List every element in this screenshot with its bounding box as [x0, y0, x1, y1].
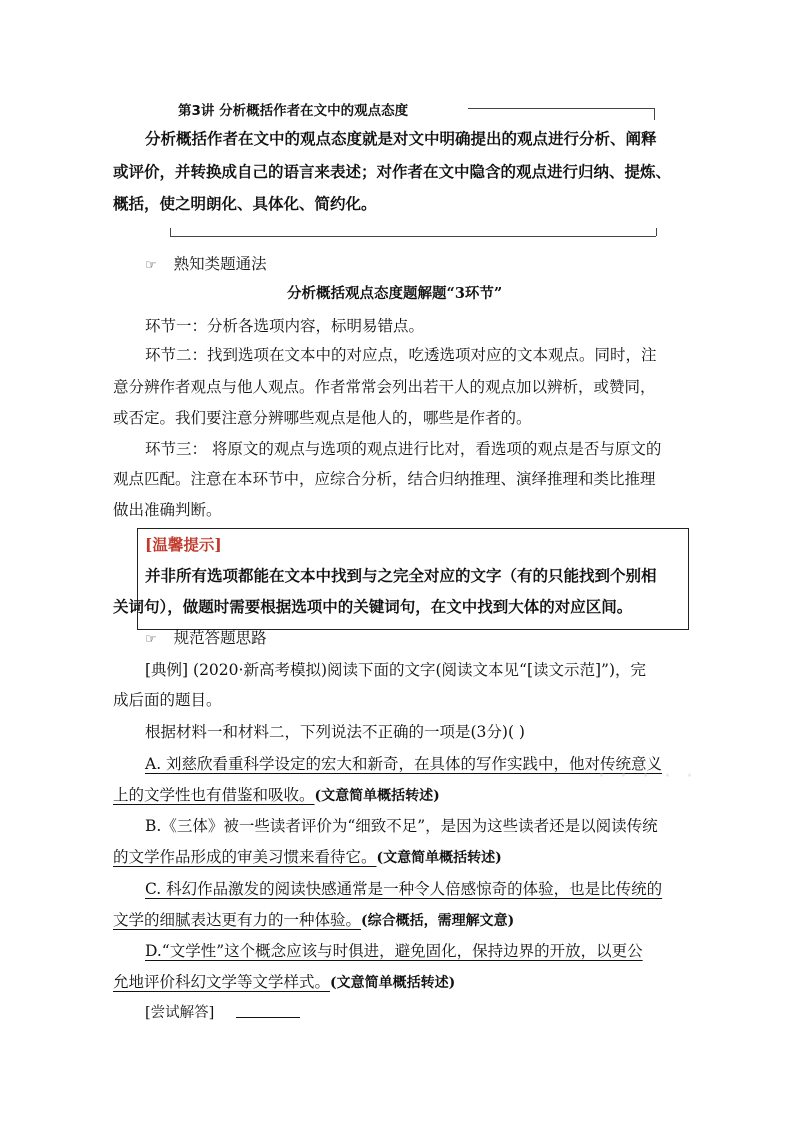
- option-c-note: (综合概括，需理解文意): [361, 913, 515, 929]
- answer-blank[interactable]: [236, 1017, 300, 1018]
- hand-pointer-icon: ☞: [145, 258, 157, 273]
- option-a-text-2: 上的文学性也有借鉴和吸收。: [113, 786, 315, 804]
- option-d-text-1: D.“文学性”这个概念应该与时俱进，避免固化，保持边界的开放，以更公: [145, 942, 643, 960]
- attempt-label: [尝试解答]: [145, 1005, 215, 1021]
- intro-line-1: 分析概括作者在文中的观点态度就是对文中明确提出的观点进行分析、阐释: [145, 129, 657, 148]
- option-c-line-1: [145, 879, 715, 899]
- option-d-note: (文意简单概括转述): [330, 975, 456, 991]
- step-2-line-1: 环节二：找到选项在文本中的对应点，吃透选项对应的文本观点。同时，注: [145, 346, 657, 364]
- option-b-line-2: [113, 847, 683, 868]
- option-a-text-1: A. 刘慈欣看重科学设定的宏大和新奇，在具体的写作实践中，他对传统意义: [145, 755, 663, 773]
- option-b-line-1: [145, 816, 715, 836]
- option-c-text-2: 文学的细腻表达更有力的一种体验。: [113, 911, 362, 929]
- example-line-2: 成后面的题目。: [113, 691, 222, 709]
- header-rule-tick-right: [656, 228, 657, 236]
- watermark: · · · · ·: [598, 764, 697, 789]
- step-3-line-3: 做出准确判断。: [113, 501, 222, 519]
- tip-label: [温馨提示]: [145, 535, 222, 554]
- step-2-line-3: 或否定。我们要注意分辨哪些观点是他人的，哪些是作者的。: [113, 409, 532, 427]
- section-heading-1-label: 熟知类题通法: [173, 255, 267, 273]
- option-a-note: (文意简单概括转述): [314, 788, 440, 804]
- lesson-title: 第3讲 分析概括作者在文中的观点态度: [178, 103, 409, 119]
- hand-pointer-icon: ☞: [145, 632, 157, 647]
- step-3-line-2: 观点匹配。注意在本环节中，应综合分析，结合归纳推理、演绎推理和类比推理: [113, 470, 656, 488]
- option-c-text-1: C. 科幻作品激发的阅读快感通常是一种令人倍感惊奇的体验，也是比传统的: [145, 880, 663, 898]
- option-d-text-2: 允地评价科幻文学等文学样式。: [113, 973, 331, 991]
- step-3-line-1: 环节三： 将原文的观点与选项的观点进行比对，看选项的观点是否与原文的: [145, 440, 662, 458]
- header-rule-tick: [654, 108, 655, 120]
- option-b-note: (文意简单概括转述): [376, 850, 502, 866]
- header-rule-tick-left: [170, 228, 171, 236]
- option-b-text-1: B.《三体》被一些读者评价为“细致不足”，是因为这些读者还是以阅读传统: [145, 817, 658, 835]
- example-line-1: [典例] (2020·新高考模拟)阅读下面的文字(阅读文本见“[读文示范]”)，完: [145, 661, 647, 679]
- section-subtitle: 分析概括观点态度题解题“3环节”: [287, 285, 503, 302]
- section-heading-2-label: 规范答题思路: [173, 629, 267, 647]
- section-heading-1: [145, 254, 267, 276]
- step-1: 环节一：分析各选项内容，标明易错点。: [145, 317, 425, 335]
- tip-line-2: 关词句），做题时需要根据选项中的关键词句，在文中找到大体的对应区间。: [113, 597, 633, 616]
- intro-line-3: 概括，使之明朗化、具体化、简约化。: [113, 194, 377, 213]
- step-2-line-2: 意分辨作者观点与他人观点。作者常常会列出若干人的观点加以辨析，或赞同，: [113, 378, 656, 396]
- option-b-text-2: 的文学作品形成的审美习惯来看待它。: [113, 848, 377, 866]
- section-heading-2: [145, 628, 267, 650]
- question-stem: 根据材料一和材料二，下列说法不正确的一项是(3分)( ): [145, 723, 525, 741]
- tip-line-1: 并非所有选项都能在文本中找到与之完全对应的文字（有的只能找到个别相: [145, 566, 657, 585]
- intro-line-2: 或评价，并转换成自己的语言来表述；对作者在文中隐含的观点进行归纳、提炼、: [113, 162, 672, 181]
- option-d-line-2: [113, 972, 683, 993]
- option-d-line-1: [145, 941, 715, 961]
- header-rule-top: [468, 108, 654, 109]
- option-c-line-2: [113, 910, 683, 931]
- header-rule-bottom: [170, 236, 656, 237]
